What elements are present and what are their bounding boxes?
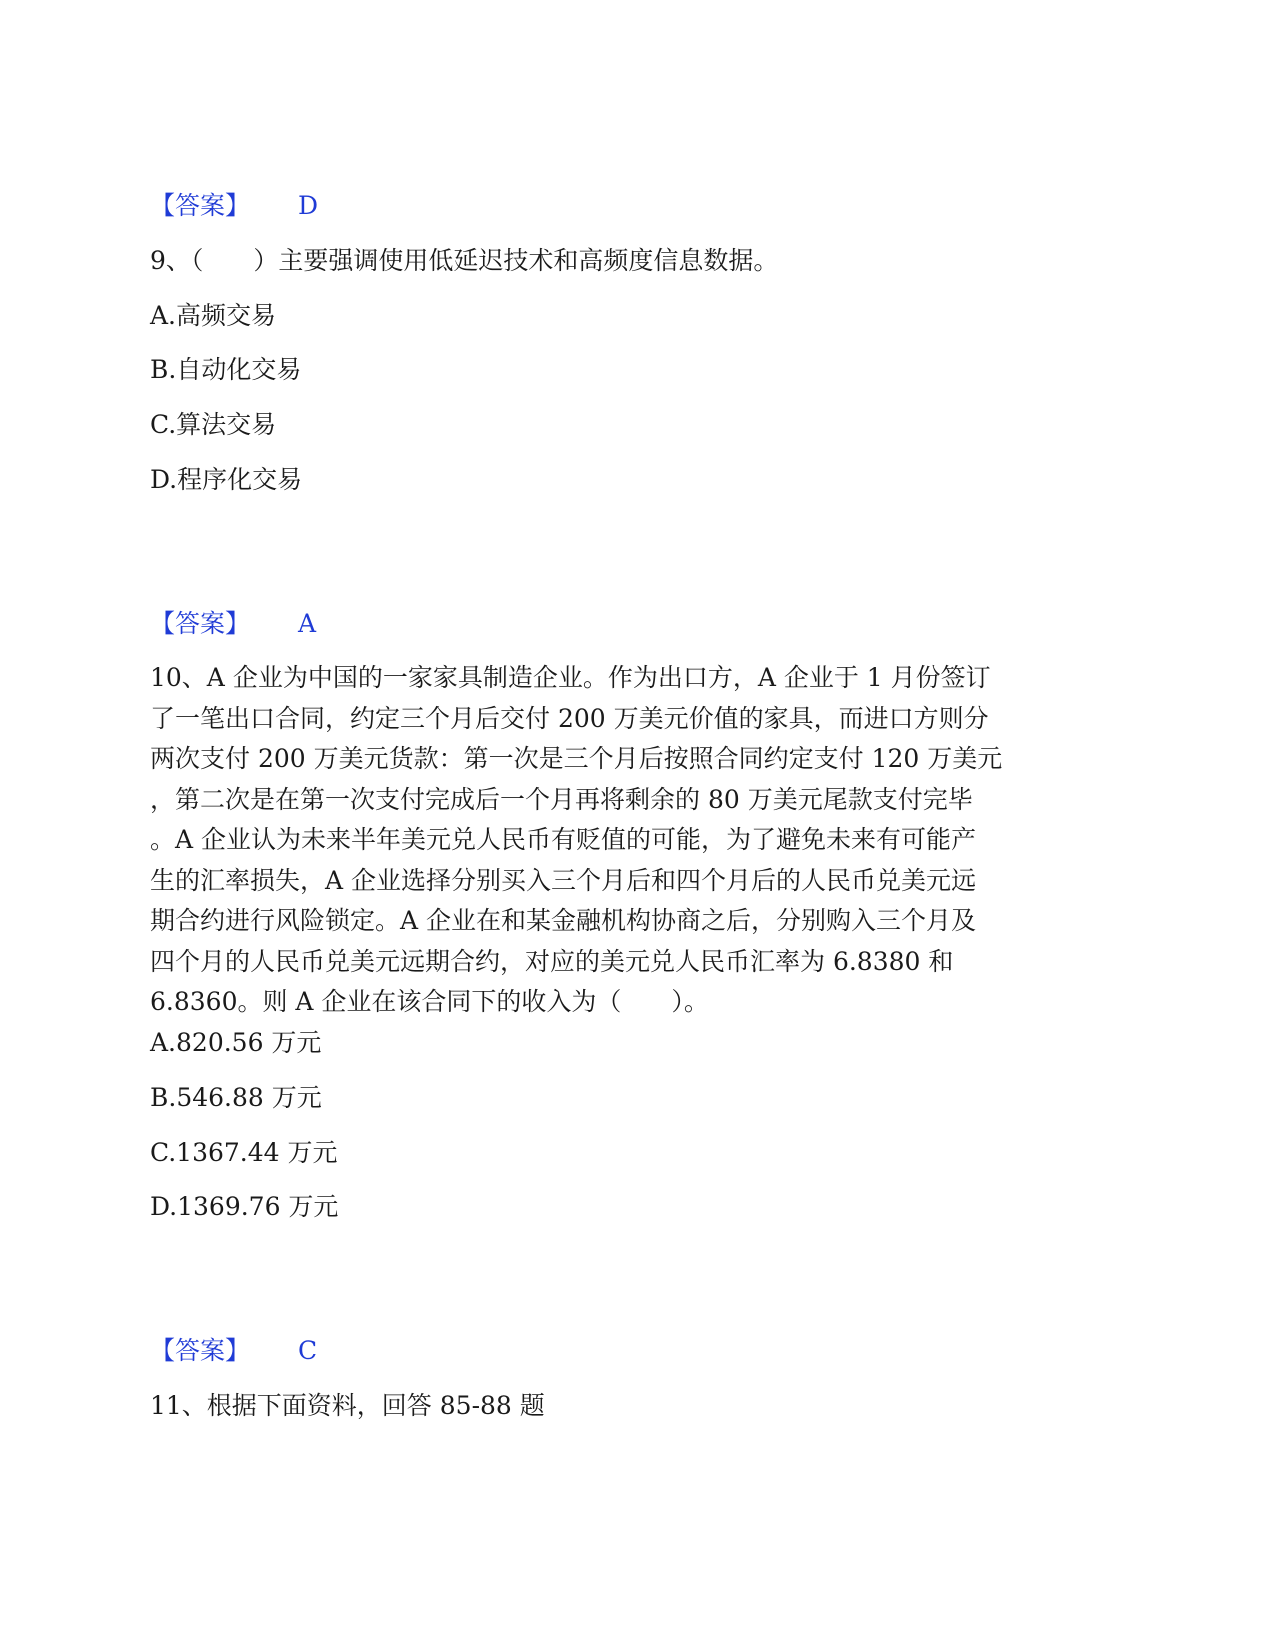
question-10-line: 四个月的人民币兑美元远期合约，对应的美元兑人民币汇率为 6.8380 和 [150, 946, 954, 976]
answer-value: A [298, 609, 317, 638]
answer-value: C [298, 1336, 318, 1365]
answer-line-q8 [150, 192, 318, 220]
answer-line-q9 [150, 610, 316, 638]
question-10-line: 期合约进行风险锁定。A 企业在和某金融机构协商之后，分别购入三个月及 [150, 906, 977, 935]
answer-label: 【答案】 [150, 1336, 251, 1365]
question-9-stem: 9、（ ）主要强调使用低延迟技术和高频度信息数据。 [150, 246, 779, 275]
question-10-line: 两次支付 200 万美元货款：第一次是三个月后按照合同约定支付 120 万美元 [150, 744, 1003, 773]
question-9-option-a: A.高频交易 [150, 301, 277, 330]
question-10-option-d: D.1369.76 万元 [150, 1192, 339, 1221]
question-10-option-c: C.1367.44 万元 [150, 1138, 338, 1167]
question-10-line: 6.8360。则 A 企业在该合同下的收入为（ ）。 [150, 987, 709, 1016]
question-10-line: 了一笔出口合同，约定三个月后交付 200 万美元价值的家具，而进口方则分 [150, 703, 989, 733]
question-10-stem [150, 658, 1120, 1023]
question-11-stem: 11、根据下面资料，回答 85-88 题 [150, 1391, 545, 1420]
answer-label: 【答案】 [150, 609, 251, 638]
answer-label: 【答案】 [150, 191, 251, 220]
question-9-option-c: C.算法交易 [150, 410, 277, 439]
question-10-line: ，第二次是在第一次支付完成后一个月再将剩余的 80 万美元尾款支付完毕 [150, 784, 973, 814]
question-10-line: 。A 企业认为未来半年美元兑人民币有贬值的可能，为了避免未来有可能产 [150, 825, 977, 854]
question-10-option-a: A.820.56 万元 [150, 1028, 322, 1057]
answer-value: D [298, 191, 319, 220]
question-10-line: 生的汇率损失，A 企业选择分别买入三个月后和四个月后的人民币兑美元远 [150, 865, 977, 895]
question-9-option-b: B.自动化交易 [150, 355, 302, 384]
question-10-option-b: B.546.88 万元 [150, 1083, 322, 1112]
answer-line-q10 [150, 1337, 317, 1365]
question-9-option-d: D.程序化交易 [150, 465, 303, 494]
question-10-line: 10、A 企业为中国的一家家具制造企业。作为出口方，A 企业于 1 月份签订 [150, 663, 991, 692]
